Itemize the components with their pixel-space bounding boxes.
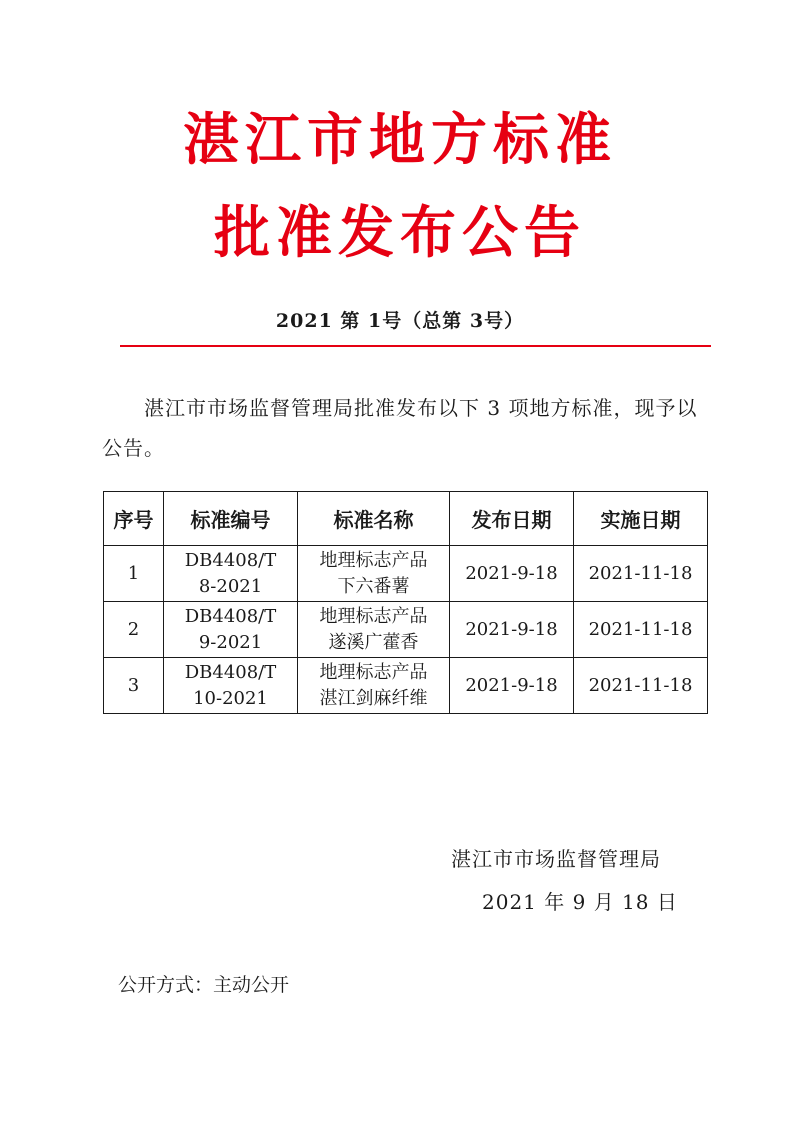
cell-name xyxy=(298,658,450,714)
cell-seq: 1 xyxy=(104,546,164,602)
header-code: 标准编号 xyxy=(164,492,298,546)
disclosure-method: 公开方式：主动公开 xyxy=(118,974,290,996)
announcement-title-line1: 湛江市地方标准 xyxy=(183,107,617,173)
cell-code-line2: 10-2021 xyxy=(193,687,268,709)
cell-code-line2: 9-2021 xyxy=(198,631,263,653)
announcement-paragraph: 湛江市市场监督管理局批准发布以下 3 项地方标准，现予以公告。 xyxy=(102,396,698,460)
cell-code-line1: DB4408/T xyxy=(184,605,277,627)
cell-code xyxy=(164,602,298,658)
cell-name-line1: 地理标志产品 xyxy=(319,549,428,571)
cell-name-line2: 下六番薯 xyxy=(337,575,410,597)
header-publish-date: 发布日期 xyxy=(450,492,574,546)
cell-code-line1: DB4408/T xyxy=(184,549,277,571)
announcement-title-line2: 批准发布公告 xyxy=(214,200,586,266)
table-header-row xyxy=(104,492,708,546)
cell-name-line2: 遂溪广藿香 xyxy=(328,631,419,653)
cell-name xyxy=(298,546,450,602)
cell-code xyxy=(164,546,298,602)
cell-code xyxy=(164,658,298,714)
cell-effective-date: 2021-11-18 xyxy=(574,602,708,658)
standards-table xyxy=(103,491,708,714)
header-name: 标准名称 xyxy=(298,492,450,546)
cell-publish-date: 2021-9-18 xyxy=(450,546,574,602)
cell-name-line1: 地理标志产品 xyxy=(319,605,428,627)
issuing-organization: 湛江市市场监督管理局 xyxy=(451,847,661,871)
cell-code-line1: DB4408/T xyxy=(184,661,277,683)
table-row xyxy=(104,658,708,714)
header-seq: 序号 xyxy=(104,492,164,546)
cell-code-line2: 8-2021 xyxy=(198,575,263,597)
cell-name-line1: 地理标志产品 xyxy=(319,661,428,683)
header-effective-date: 实施日期 xyxy=(574,492,708,546)
red-divider xyxy=(120,345,711,347)
issue-date: 2021 年 9 月 18 日 xyxy=(482,890,678,914)
cell-seq: 2 xyxy=(104,602,164,658)
cell-publish-date: 2021-9-18 xyxy=(450,602,574,658)
cell-name xyxy=(298,602,450,658)
cell-effective-date: 2021-11-18 xyxy=(574,658,708,714)
document-number: 2021 第 1号（总第 3号） xyxy=(275,310,525,332)
cell-effective-date: 2021-11-18 xyxy=(574,546,708,602)
table-row xyxy=(104,546,708,602)
cell-publish-date: 2021-9-18 xyxy=(450,658,574,714)
cell-seq: 3 xyxy=(104,658,164,714)
table-row xyxy=(104,602,708,658)
cell-name-line2: 湛江剑麻纤维 xyxy=(319,687,428,709)
